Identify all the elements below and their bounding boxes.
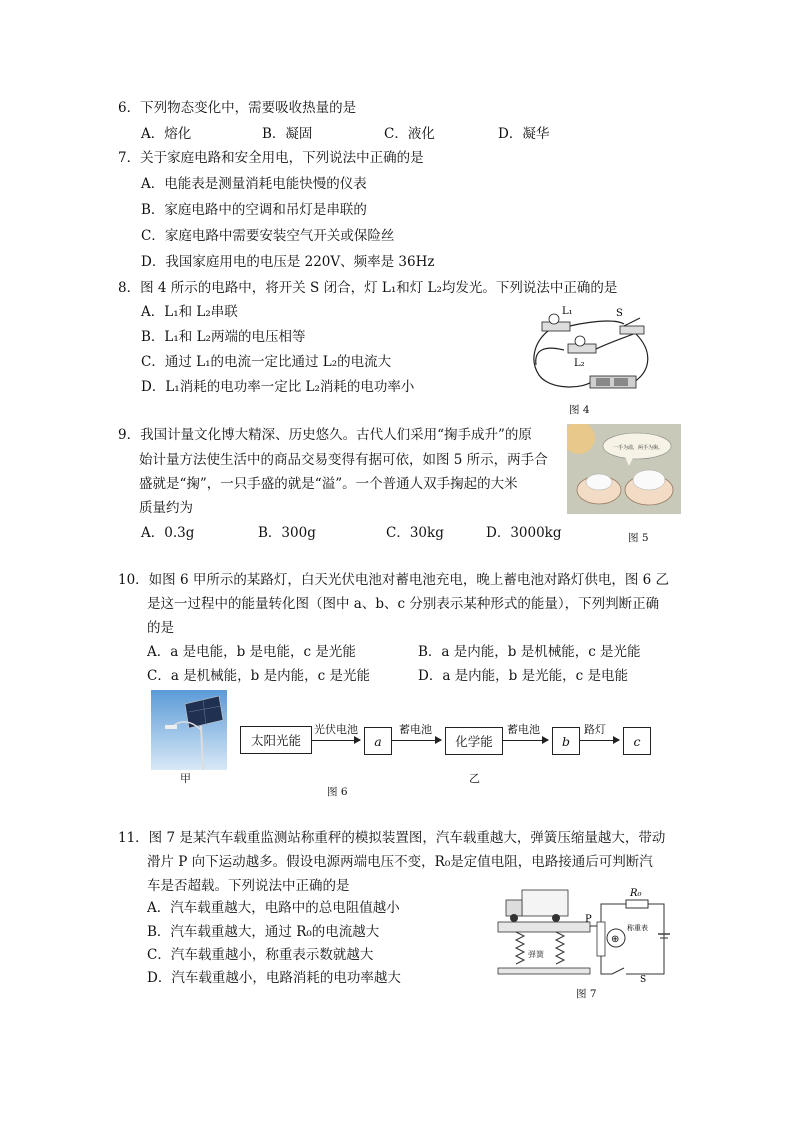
flow-box-c: c (623, 727, 651, 755)
q9-option-a: A．0.3g (141, 525, 195, 541)
figure-6-sub-yi: 乙 (469, 772, 480, 785)
flow-arrow-4-label: 路灯 (584, 723, 606, 736)
figure-7-label-r0: R₀ (630, 888, 642, 899)
q11-option-a: A．汽车载重越大，电路中的总电阻值越小 (147, 900, 400, 916)
figure-5-bubble-text: 一手为溢，两手为掬。 (613, 445, 664, 451)
figure-7-caption: 图 7 (576, 988, 597, 1000)
q8-option-b: B．L₁和 L₂两端的电压相等 (141, 329, 306, 345)
figure-5-caption: 图 5 (628, 532, 649, 544)
q11-stem-line-3: 车是否超载。下列说法中正确的是 (147, 878, 350, 894)
q6-stem: 6．下列物态变化中，需要吸收热量的是 (118, 100, 357, 116)
flow-box-solar-energy: 太阳光能 (240, 726, 312, 754)
q8-option-a: A．L₁和 L₂串联 (141, 304, 238, 320)
figure-7-label-s: S (640, 975, 647, 982)
q10-option-b: B．a 是内能，b 是机械能，c 是光能 (418, 644, 641, 660)
flow-box-a: a (364, 727, 392, 755)
q6-option-b: B．凝固 (262, 126, 313, 142)
q11-stem-line-1: 11．图 7 是某汽车载重监测站称重秤的模拟装置图，汽车载重越大，弹簧压缩量越大，带动 (118, 830, 666, 846)
figure-5-hands-image (567, 424, 681, 514)
flow-arrow-4 (579, 740, 619, 741)
figure-4-label-s: S (616, 308, 623, 319)
q9-stem-line-3: 盛就是“掬”，一只手盛的就是“溢”。一个普通人双手掬起的大米 (139, 476, 518, 492)
figure-7-scale-circuit (494, 882, 674, 982)
flow-arrow-2 (391, 740, 441, 741)
q7-option-b: B．家庭电路中的空调和吊灯是串联的 (141, 202, 367, 218)
q7-stem: 7．关于家庭电路和安全用电，下列说法中正确的是 (118, 150, 424, 166)
q10-option-c: C．a 是机械能，b 是内能，c 是光能 (147, 668, 370, 684)
q11-option-c: C．汽车载重越小，称重表示数就越大 (147, 947, 374, 963)
figure-7-meter-label: 称重表 (627, 924, 648, 932)
q11-option-b: B．汽车载重越大，通过 R₀的电流越大 (147, 924, 380, 940)
flow-arrow-1-label: 光伏电池 (314, 723, 358, 736)
q11-option-d: D．汽车载重越小，电路消耗的电功率越大 (147, 970, 401, 986)
flow-arrow-3 (502, 740, 548, 741)
figure-4-label-l2: L₂ (574, 358, 585, 369)
q8-stem: 8．图 4 所示的电路中，将开关 S 闭合，灯 L₁和灯 L₂均发光。下列说法中正确的是 (118, 280, 618, 296)
q7-option-d: D．我国家庭用电的电压是 220V、频率是 36Hz (141, 254, 435, 270)
q6-option-c: C．液化 (384, 126, 435, 142)
q9-option-d: D．3000kg (486, 525, 562, 541)
q9-stem-line-2: 始计量方法使生活中的商品交易变得有据可依，如图 5 所示，两手合 (139, 452, 548, 468)
flow-arrow-1 (311, 740, 360, 741)
flow-box-chemical-energy: 化学能 (445, 727, 503, 755)
figure-7-label-p: P (585, 914, 592, 925)
figure-6-caption: 图 6 (327, 786, 348, 798)
figure-6-streetlamp-image (151, 690, 227, 770)
q8-option-d: D．L₁消耗的电功率一定比 L₂消耗的电功率小 (141, 379, 415, 395)
q6-option-d: D．凝华 (498, 126, 550, 142)
figure-4-caption: 图 4 (569, 404, 590, 416)
q11-stem-line-2: 滑片 P 向下运动越多。假设电源两端电压不变，R₀是定值电阻，电路接通后可判断汽 (147, 854, 653, 870)
flow-arrow-2-label: 蓄电池 (399, 723, 432, 736)
q10-stem-line-1: 10．如图 6 甲所示的某路灯，白天光伏电池对蓄电池充电，晚上蓄电池对路灯供电，图 6 乙 (118, 572, 670, 588)
q9-stem-line-1: 9．我国计量文化博大精深、历史悠久。古代人们采用“掬手成升”的原 (118, 427, 532, 443)
q8-option-c: C．通过 L₁的电流一定比通过 L₂的电流大 (141, 354, 392, 370)
figure-6-sub-jia: 甲 (180, 772, 191, 785)
q9-option-c: C．30kg (386, 525, 444, 541)
svg-text:⊕: ⊕ (611, 934, 620, 945)
q10-option-a: A．a 是电能，b 是电能，c 是光能 (147, 644, 356, 660)
q10-option-d: D．a 是内能，b 是光能，c 是电能 (418, 668, 628, 684)
q9-stem-line-4: 质量约为 (139, 500, 193, 516)
flow-box-b: b (552, 727, 580, 755)
figure-4-circuit (524, 300, 654, 404)
q7-option-a: A．电能表是测量消耗电能快慢的仪表 (141, 176, 367, 192)
q6-option-a: A．熔化 (141, 126, 192, 142)
q10-stem-line-3: 的是 (147, 620, 174, 636)
q9-option-b: B．300g (258, 525, 316, 541)
q10-stem-line-2: 是这一过程中的能量转化图（图中 a、b、c 分别表示某种形式的能量），下列判断正确 (147, 596, 660, 612)
q7-option-c: C．家庭电路中需要安装空气开关或保险丝 (141, 228, 395, 244)
flow-arrow-3-label: 蓄电池 (507, 723, 540, 736)
figure-4-label-l1: L₁ (562, 306, 573, 317)
figure-7-spring-label: 弹簧 (528, 950, 544, 959)
